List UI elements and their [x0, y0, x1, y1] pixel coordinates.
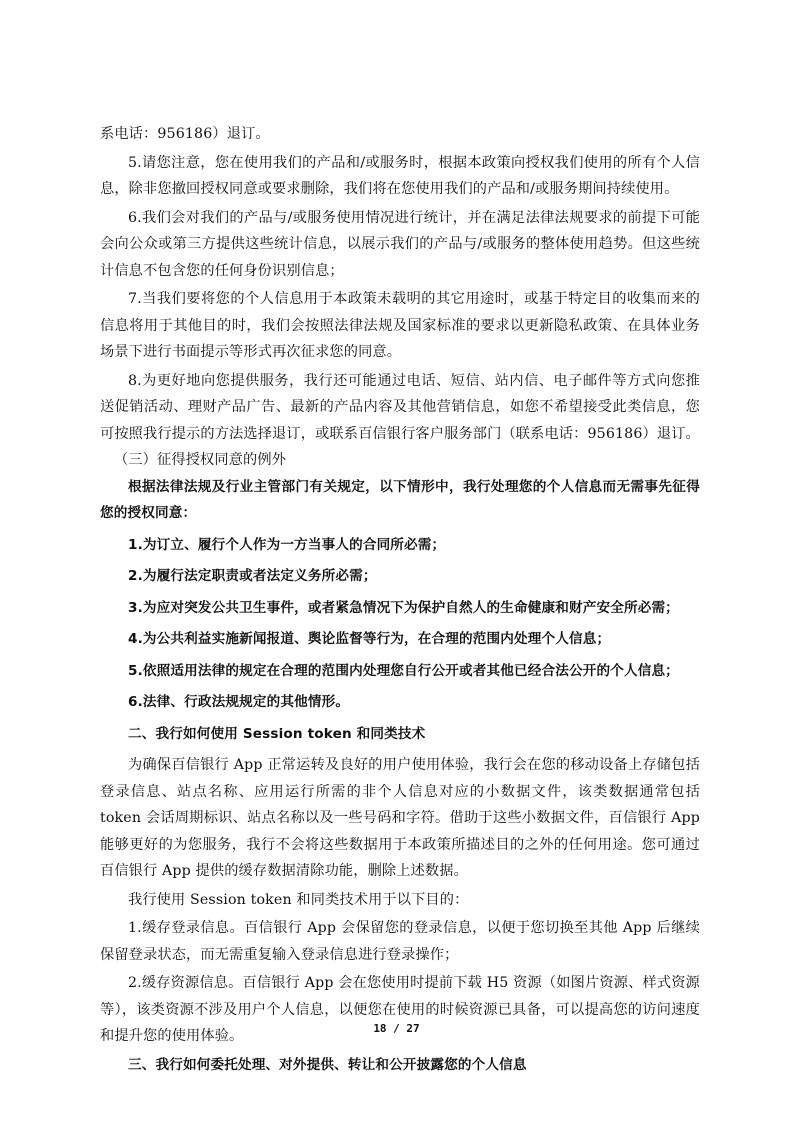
exception-item-4: 4.为公共利益实施新闻报道、舆论监督等行为，在合理的范围内处理个人信息； [128, 631, 611, 647]
paragraph-item-7: 7.当我们要将您的个人信息用于本政策未载明的其它用途时，或基于特定目的收集而来的信息将用于其他目的时，我们会按照法律法规及国家标准的要求以更新隐私政策、在具体业务场景下进行书面提示等形式再次征求您的同意。 [100, 291, 700, 360]
document-body [100, 121, 700, 1078]
paragraph-session-token-purposes: 我行使用 Session token 和同类技术用于以下目的： [128, 891, 469, 908]
exception-item-2: 2.为履行法定职责或者法定义务所必需； [128, 568, 377, 584]
paragraph-contact-tail: 系电话：956186）退订。 [100, 126, 270, 142]
paragraph-session-token-intro: 为确保百信银行 App 正常运转及良好的用户使用体验，我行会在您的移动设备上存储包括登录信息、站点名称、应用运行所需的非个人信息对应的小数据文件，该类数据通常包括 token 会话周期标识、站点名称以及一些号码和字符。借助于这些小数据文件，百信银行 App 能够更好的为您服务，我行不会将这些数据用于本政策所描述目的之外的任何用途。您可通过百信银行 App 提供的缓存数据清除功能，删除上述数据。 [100, 757, 700, 879]
paragraph-item-8: 8.为更好地向您提供服务，我行还可能通过电话、短信、站内信、电子邮件等方式向您推送促销活动、理财产品广告、最新的产品内容及其他营销信息，如您不希望接受此类信息，您可按照我行提示的方法选择退订，或联系百信银行客户服务部门（联系电话：956186）退订。 [100, 372, 700, 442]
paragraph-exceptions-intro: 根据法律法规及行业主管部门有关规定，以下情形中，我行处理您的个人信息而无需事先征得您的授权同意： [100, 478, 700, 521]
purpose-item-1: 1.缓存登录信息。百信银行 App 会保留您的登录信息，以便于您切换至其他 App 后继续保留登录状态，而无需重复输入登录信息进行登录操作； [100, 920, 700, 963]
paragraph-item-6: 6.我们会对我们的产品与/或服务使用情况进行统计，并在满足法律法规要求的前提下可能会向公众或第三方提供这些统计信息，以展示我们的产品与/或服务的整体使用趋势。但这些统计信息不包含您的任何身份识别信息； [100, 209, 700, 279]
exception-item-6: 6.法律、行政法规规定的其他情形。 [128, 694, 350, 710]
subsection-heading-exceptions: （三）征得授权同意的例外 [114, 452, 287, 468]
paragraph-item-5: 5.请您注意，您在使用我们的产品和/或服务时，根据本政策向授权我们使用的所有个人信息，除非您撤回授权同意或要求删除，我们将在您使用我们的产品和/或服务期间持续使用。 [100, 154, 700, 197]
section-heading-entrusted-processing: 三、我行如何委托处理、对外提供、转让和公开披露您的个人信息 [128, 1056, 527, 1073]
page-number: 18 / 27 [373, 1022, 420, 1035]
exception-item-3: 3.为应对突发公共卫生事件，或者紧急情况下为保护自然人的生命健康和财产安全所必需； [128, 599, 679, 616]
purpose-item-2: 2.缓存资源信息。百信银行 App 会在您使用时提前下载 H5 资源（如图片资源、样式资源等），该类资源不涉及用户个人信息，以便您在使用的时候资源已具备，可以提高您的访问速度和提升您的使用体验。 [100, 975, 700, 1044]
exception-item-1: 1.为订立、履行个人作为一方当事人的合同所必需； [128, 536, 446, 553]
exception-item-5: 5.依照适用法律的规定在合理的范围内处理您自行公开或者其他已经合法公开的个人信息； [128, 662, 679, 679]
section-heading-session-token: 二、我行如何使用 Session token 和同类技术 [128, 725, 426, 742]
